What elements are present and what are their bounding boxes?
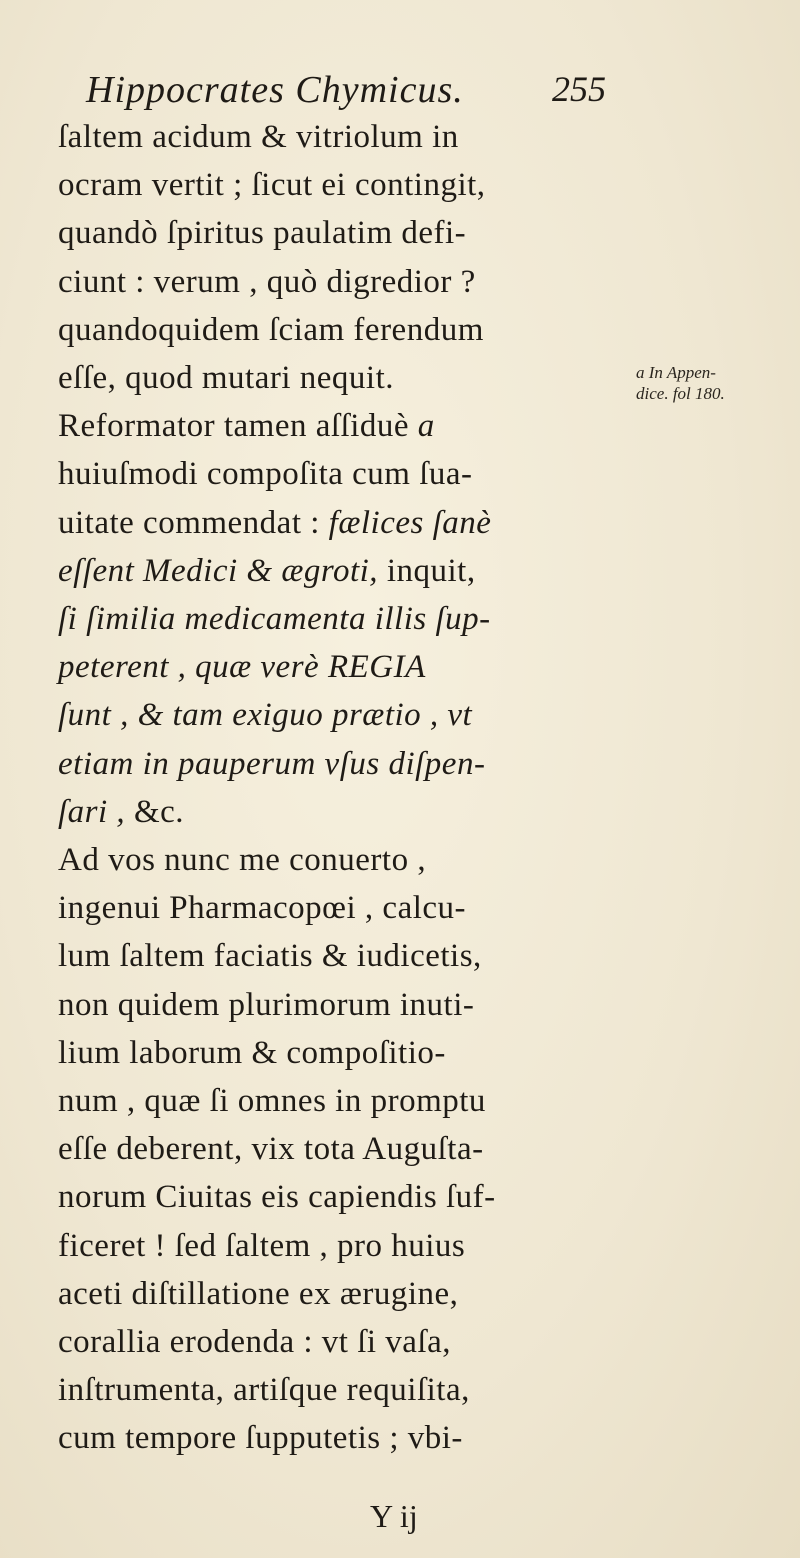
text-line [58,550,476,592]
running-header [86,68,606,118]
text-line [58,212,466,254]
roman-text: eſſe deberent, vix tota Auguſta- [58,1131,484,1168]
roman-text: aceti diſtillatione ex ærugine, [58,1275,459,1312]
text-line [58,598,491,640]
roman-text: eſſe, quod mutari nequit. [58,360,395,396]
italic-text: etiam in pauperum vſus diſpen- [58,745,486,782]
signature-mark: Y ij [370,1498,418,1534]
text-line [58,116,459,158]
text-line [58,453,473,495]
marginal-note-line: dice. fol 180. [636,384,725,403]
roman-text: lum ſaltem faciatis & iudicetis, [58,938,482,975]
roman-text: huiuſmodi compoſita cum ſua- [58,456,473,493]
roman-text: quandoquidem ſciam ferendum [58,311,484,348]
text-line [58,1321,451,1363]
italic-text: fælices ſanè [328,504,492,541]
roman-text: ficeret ! ſed ſaltem , pro huius [58,1227,466,1264]
roman-text: &c. [125,793,185,830]
text-line [58,502,491,544]
roman-text: num , quæ ſi omnes in promptu [58,1083,486,1119]
text-line [58,646,426,688]
italic-text: ſari , [58,793,126,830]
italic-text: a [417,408,435,445]
text-line [58,984,474,1026]
roman-text: ocram vertit ; ſicut ei contingit, [58,167,486,204]
roman-text: cum tempore ſupputetis ; vbi- [58,1420,463,1457]
roman-text: inſtrumenta, artiſque requiſita, [58,1372,470,1409]
text-line [58,309,484,351]
text-line [58,839,426,881]
roman-text: Ad vos nunc me conuerto , [58,842,427,878]
text-line [58,791,184,833]
text-line [58,405,435,447]
text-line [58,1080,486,1122]
text-line [58,1417,463,1459]
text-line [58,694,472,736]
roman-text: corallia erodenda : vt ſi vaſa, [58,1324,452,1360]
page-number: 255 [552,69,606,109]
text-line [58,1032,446,1074]
text-line [58,1273,458,1315]
text-line [58,357,394,399]
roman-text: ſaltem acidum & vitriolum in [58,119,459,155]
roman-text: ciunt : verum , quò digredior ? [58,263,476,300]
text-line [58,743,485,785]
italic-text: peterent , quæ verè REGIA [58,649,426,686]
text-line [58,1128,484,1170]
text-line [58,887,466,929]
roman-text: ingenui Pharmacopœi , calcu- [58,890,467,927]
text-line [58,261,476,303]
roman-text: norum Ciuitas eis capiendis ſuf- [58,1179,496,1216]
roman-text: quandò ſpiritus paulatim defi- [58,215,467,252]
text-line [58,935,482,977]
roman-text: Reformator tamen aſſiduè [58,408,418,445]
italic-text: eſſent Medici & ægroti, [58,552,379,589]
italic-text: ſunt , & tam exiguo prætio , vt [58,697,473,734]
roman-text: uitate commendat : [58,504,329,541]
running-title: Hippocrates Chymicus. [86,69,464,111]
text-line [58,1225,465,1267]
roman-text: lium laborum & compoſitio- [58,1034,446,1071]
roman-text: non quidem plurimorum inuti- [58,986,475,1023]
text-line [58,164,486,206]
marginal-note [636,362,796,404]
text-line [58,1369,470,1411]
text-line [58,1176,496,1218]
italic-text: ſi ſimilia medicamenta illis ſup- [58,601,491,637]
marginal-note-line: a In Appen- [636,363,716,382]
roman-text: inquit, [378,552,476,589]
